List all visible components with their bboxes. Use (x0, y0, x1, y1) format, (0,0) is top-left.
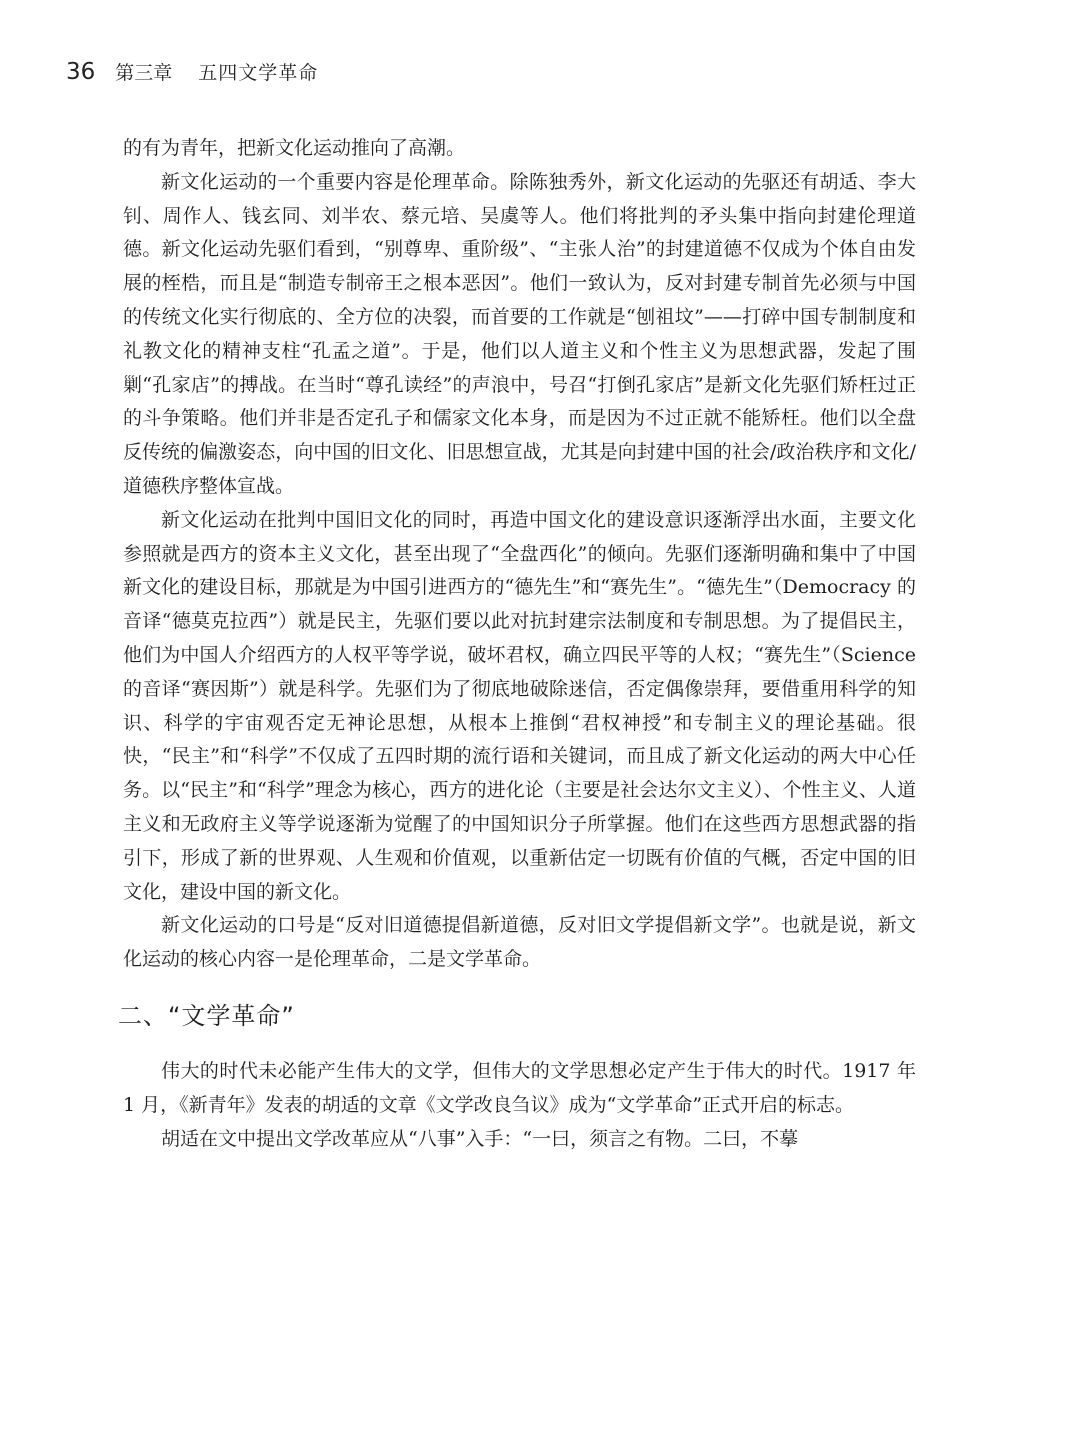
body-text (118, 132, 916, 1156)
paragraph: 新文化运动在批判中国旧文化的同时，再造中国文化的建设意识逐渐浮出水面，主要文化参照就是西方的资本主义文化，甚至出现了“全盘西化”的倾向。先驱们逐渐明确和集中了中国新文化的建设目标，那就是为中国引进西方的“德先生”和“赛先生”。“德先生”（Democracy 的音译“德莫克拉西”）就是民主，先驱们要以此对抗封建宗法制度和专制思想。为了提倡民主，他们为中国人介绍西方的人权平等学说，破坏君权，确立四民平等的人权；“赛先生”（Science 的音译“赛因斯”）就是科学。先驱们为了彻底地破除迷信，否定偶像崇拜，要借重用科学的知识、科学的宇宙观否定无神论思想，从根本上推倒“君权神授”和专制主义的理论基础。很快，“民主”和“科学”不仅成了五四时期的流行语和关键词，而且成了新文化运动的两大中心任务。以“民主”和“科学”理念为核心，西方的进化论（主要是社会达尔文主义）、个性主义、人道主义和无政府主义等学说逐渐为觉醒了的中国知识分子所掌握。他们在这些西方思想武器的指引下，形成了新的世界观、人生观和价值观，以重新估定一切既有价值的气概，否定中国的旧文化，建设中国的新文化。 (123, 508, 916, 903)
page-number: 36 (66, 59, 96, 85)
section-heading: 二、“文学革命” (118, 1001, 295, 1030)
paragraph-continued: 的有为青年，把新文化运动推向了高潮。 (123, 137, 466, 159)
running-header (66, 58, 318, 85)
paragraph: 新文化运动的口号是“反对旧道德提倡新道德，反对旧文学提倡新文学”。也就是说，新文化运动的核心内容一是伦理革命，二是文学革命。 (123, 914, 916, 971)
chapter-title: 五四文学革命 (198, 62, 319, 84)
chapter-number: 第三章 (115, 62, 173, 84)
paragraph: 新文化运动的一个重要内容是伦理革命。除陈独秀外，新文化运动的先驱还有胡适、李大钊、周作人、钱玄同、刘半农、蔡元培、吴虞等人。他们将批判的矛头集中指向封建伦理道德。新文化运动先驱们看到，“别尊卑、重阶级”、“主张人治”的封建道德不仅成为个体自由发展的桎梏，而且是“制造专制帝王之根本恶因”。他们一致认为，反对封建专制首先必须与中国的传统文化实行彻底的、全方位的决裂，而首要的工作就是“刨祖坟”——打碎中国专制制度和礼教文化的精神支柱“孔孟之道”。于是，他们以人道主义和个性主义为思想武器，发起了围剿“孔家店”的搏战。在当时“尊孔读经”的声浪中，号召“打倒孔家店”是新文化先驱们矫枉过正的斗争策略。他们并非是否定孔子和儒家文化本身，而是因为不过正就不能矫枉。他们以全盘反传统的偏激姿态，向中国的旧文化、旧思想宣战，尤其是向封建中国的社会/政治秩序和文化/道德秩序整体宣战。 (123, 170, 916, 497)
paragraph: 胡适在文中提出文学改革应从“八事”入手：“一曰，须言之有物。二曰，不摹 (161, 1127, 799, 1150)
paragraph: 伟大的时代未必能产生伟大的文学，但伟大的文学思想必定产生于伟大的时代。1917 年 1 月，《新青年》发表的胡适的文章《文学改良刍议》成为“文学革命”正式开启的标志。 (123, 1059, 916, 1116)
